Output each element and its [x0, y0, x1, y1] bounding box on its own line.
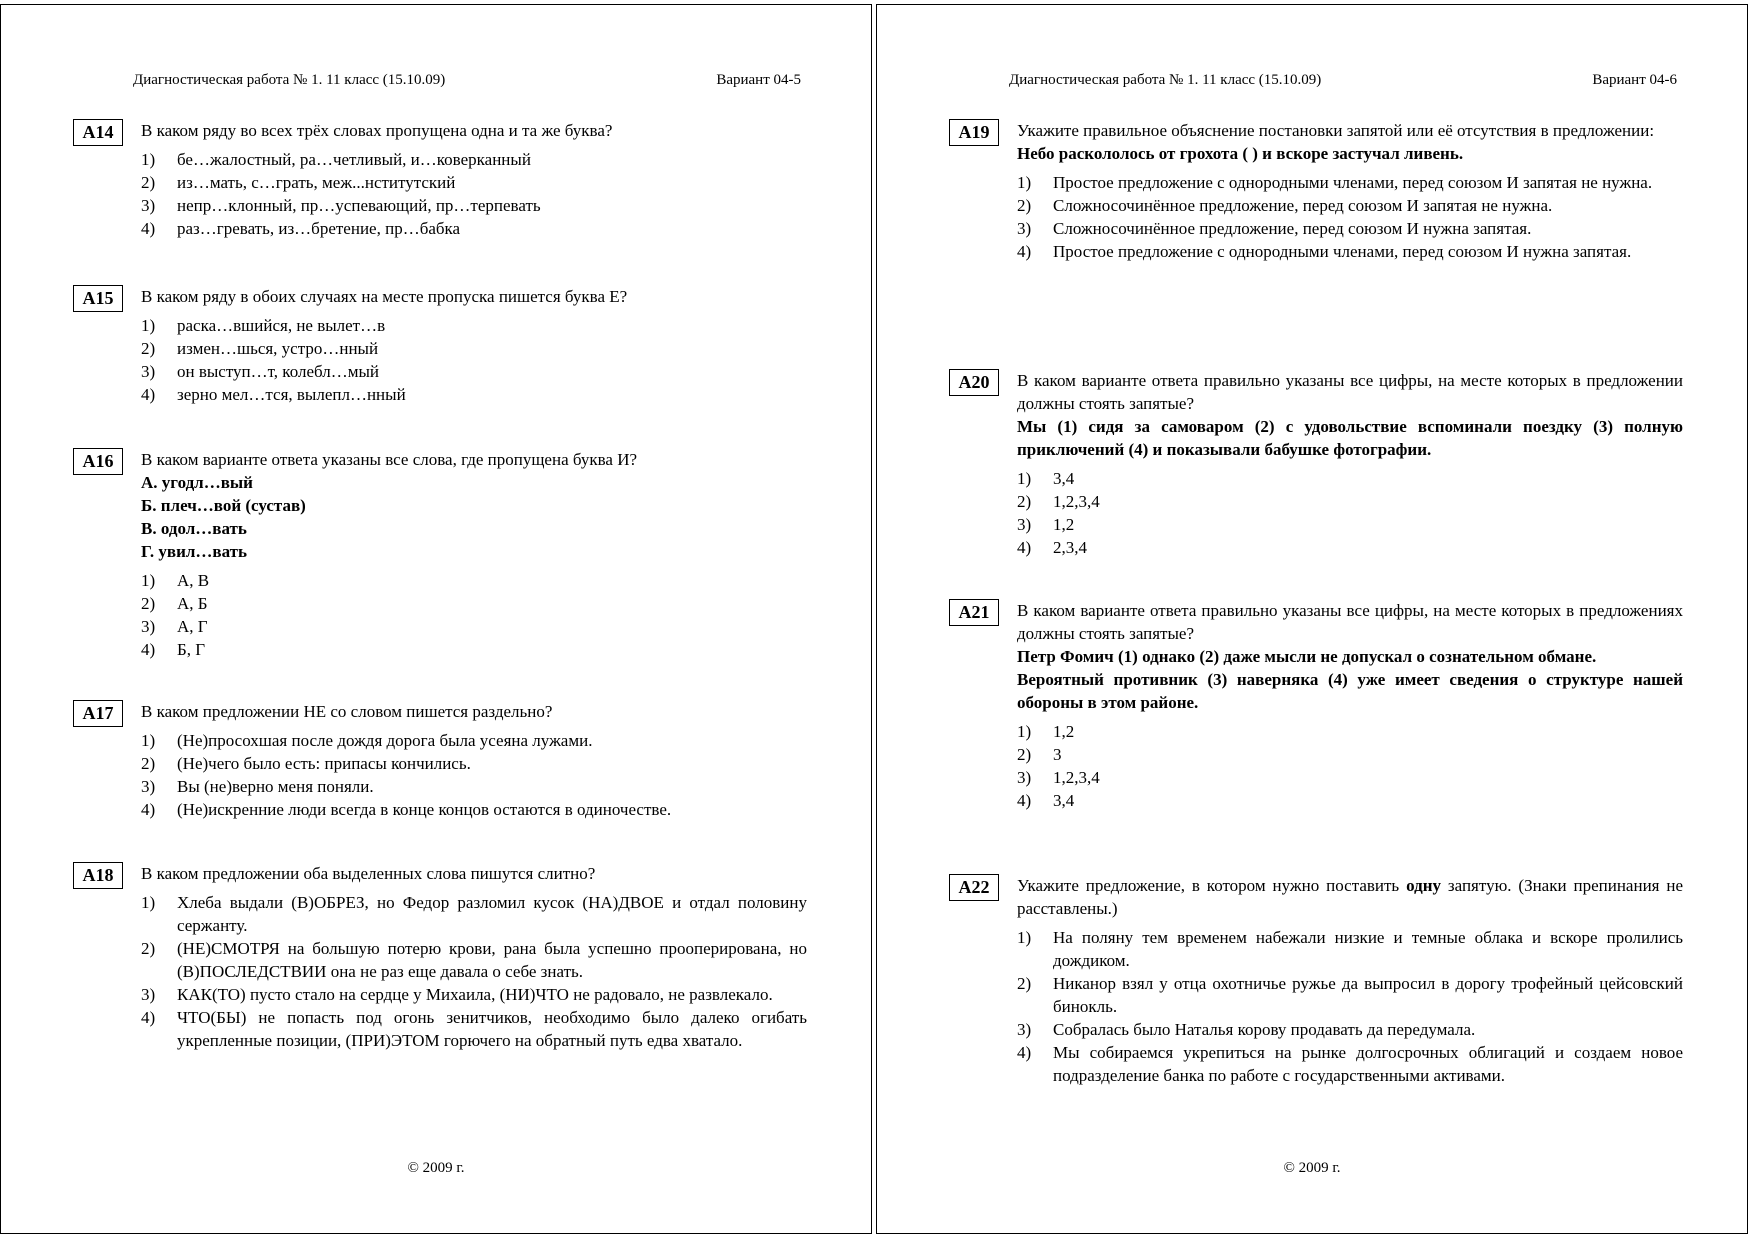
answer-options — [1017, 171, 1683, 263]
word-d: Г. увил…вать — [141, 542, 247, 561]
question-a16 — [73, 448, 807, 661]
answer-option-2[interactable]: 2) 3 — [1017, 745, 1062, 764]
answer-options — [141, 314, 807, 406]
answer-options — [141, 148, 807, 240]
question-text: Укажите предложение, в котором нужно поставить одну запятую. (Знаки препинания не расставлены.) — [1017, 876, 1684, 918]
answer-option-4[interactable]: 4) 2,3,4 — [1017, 538, 1087, 557]
answer-option-2[interactable]: 2) (Не)чего было есть: припасы кончились. — [141, 754, 471, 773]
question-number: А18 — [73, 862, 123, 889]
answer-option-4[interactable]: 4) ЧТО(БЫ) не попасть под огонь зенитчиков, необходимо было далеко огибать укрепленные позиции, (ПРИ)ЭТОМ горючего на обратный путь едва хватало. — [141, 1008, 807, 1050]
question-a22 — [949, 874, 1683, 1087]
question-a17 — [73, 700, 807, 821]
answer-option-3[interactable]: 3) 1,2 — [1017, 515, 1075, 534]
header-variant: Вариант 04-6 — [1592, 72, 1677, 88]
answer-option-2[interactable]: 2) Никанор взял у отца охотничье ружье да выпросил в дорогу трофейный цейсовский бинокль. — [1017, 974, 1683, 1016]
answer-options — [1017, 467, 1683, 559]
header-title: Диагностическая работа № 1. 11 класс (15.10.09) — [133, 72, 446, 88]
question-sentence-2: Вероятный противник (3) наверняка (4) уже имеет сведения о структуре нашей обороны в этом районе. — [1017, 670, 1683, 712]
question-text: В каком варианте ответа правильно указаны все цифры, на месте которых в предложении должны стоять запятые? — [1017, 371, 1683, 413]
question-text: В каком ряду во всех трёх словах пропущена одна и та же буква? — [141, 121, 613, 140]
answer-option-1[interactable]: 1) 3,4 — [1017, 469, 1075, 488]
answer-option-2[interactable]: 2) (НЕ)СМОТРЯ на большую потерю крови, рана была успешно прооперирована, но (В)ПОСЛЕДСТВИИ она не раз еще давала о себе знать. — [141, 939, 807, 981]
answer-option-1[interactable]: 1) бе…жалостный, ра…четливый, и…коверканный — [141, 150, 531, 169]
answer-options — [141, 729, 807, 821]
question-text: В каком варианте ответа правильно указаны все цифры, на месте которых в предложениях должны стоять запятые? — [1017, 601, 1683, 643]
question-a18 — [73, 862, 807, 1052]
question-number: А16 — [73, 448, 123, 475]
answer-option-2[interactable]: 2) из…мать, с…грать, меж...нститутский — [141, 173, 456, 192]
header-variant: Вариант 04-5 — [716, 72, 801, 88]
answer-option-1[interactable]: 1) раска…вшийся, не вылет…в — [141, 316, 386, 335]
answer-option-2[interactable]: 2) измен…шься, устро…нный — [141, 339, 379, 358]
word-c: В. одол…вать — [141, 519, 247, 538]
question-text: В каком предложении оба выделенных слова пишутся слитно? — [141, 864, 596, 883]
question-a19 — [949, 119, 1683, 263]
question-number: А21 — [949, 599, 999, 626]
answer-option-2[interactable]: 2) 1,2,3,4 — [1017, 492, 1100, 511]
answer-options — [1017, 926, 1683, 1087]
answer-options — [141, 569, 807, 661]
page-right — [876, 4, 1748, 1234]
footer-copyright: © 2009 г. — [407, 1160, 465, 1176]
page-left — [0, 4, 872, 1234]
answer-option-4[interactable]: 4) Мы собираемся укрепиться на рынке долгосрочных облигаций и создаем новое подразделение банка по работе с государственными активами. — [1017, 1043, 1683, 1085]
answer-option-4[interactable]: 4) 3,4 — [1017, 791, 1075, 810]
word-a: А. угодл…вый — [141, 473, 253, 492]
answer-option-1[interactable]: 1) Простое предложение с однородными членами, перед союзом И запятая не нужна. — [1017, 173, 1653, 192]
answer-option-3[interactable]: 3) А, Г — [141, 617, 208, 636]
answer-options — [1017, 720, 1683, 812]
answer-option-4[interactable]: 4) Простое предложение с однородными членами, перед союзом И нужна запятая. — [1017, 242, 1632, 261]
question-a20 — [949, 369, 1683, 559]
answer-option-3[interactable]: 3) непр…клонный, пр…успевающий, пр…терпевать — [141, 196, 541, 215]
question-number: А14 — [73, 119, 123, 146]
question-number: А22 — [949, 874, 999, 901]
question-sentence: Небо раскололось от грохота ( ) и вскоре застучал ливень. — [1017, 144, 1464, 163]
answer-option-4[interactable]: 4) раз…гревать, из…бретение, пр…бабка — [141, 219, 461, 238]
answer-option-1[interactable]: 1) (Не)просохшая после дождя дорога была усеяна лужами. — [141, 731, 593, 750]
question-text: В каком варианте ответа указаны все слова, где пропущена буква И? — [141, 450, 638, 469]
answer-option-3[interactable]: 3) Собралась было Наталья корову продавать да передумала. — [1017, 1020, 1476, 1039]
question-text: В каком предложении НЕ со словом пишется раздельно? — [141, 702, 553, 721]
answer-option-3[interactable]: 3) Сложносочинённое предложение, перед союзом И нужна запятая. — [1017, 219, 1532, 238]
question-a21 — [949, 599, 1683, 812]
answer-option-1[interactable]: 1) А, В — [141, 571, 210, 590]
answer-option-3[interactable]: 3) он выступ…т, колебл…мый — [141, 362, 379, 381]
question-sentence: Мы (1) сидя за самоваром (2) с удовольствие вспоминали поездку (3) полную приключений (4) и показывали бабушке фотографии. — [1017, 417, 1683, 459]
question-number: А15 — [73, 285, 123, 312]
answer-option-4[interactable]: 4) Б, Г — [141, 640, 206, 659]
answer-option-2[interactable]: 2) А, Б — [141, 594, 208, 613]
question-text: Укажите правильное объяснение постановки запятой или её отсутствия в предложении: — [1017, 121, 1655, 140]
question-a15 — [73, 285, 807, 406]
question-text: В каком ряду в обоих случаях на месте пропуска пишется буква Е? — [141, 287, 628, 306]
question-sentence-1: Петр Фомич (1) однако (2) даже мысли не допускал о сознательном обмане. — [1017, 647, 1597, 666]
question-number: А17 — [73, 700, 123, 727]
answer-option-1[interactable]: 1) Хлеба выдали (В)ОБРЕЗ, но Федор разломил кусок (НА)ДВОЕ и отдал половину сержанту. — [141, 893, 807, 935]
answer-option-3[interactable]: 3) Вы (не)верно меня поняли. — [141, 777, 374, 796]
answer-option-2[interactable]: 2) Сложносочинённое предложение, перед союзом И запятая не нужна. — [1017, 196, 1553, 215]
question-number: А20 — [949, 369, 999, 396]
answer-options — [141, 891, 807, 1052]
answer-option-4[interactable]: 4) зерно мел…тся, вылепл…нный — [141, 385, 406, 404]
question-number: А19 — [949, 119, 999, 146]
answer-option-3[interactable]: 3) 1,2,3,4 — [1017, 768, 1100, 787]
footer-copyright: © 2009 г. — [1283, 1160, 1341, 1176]
word-b: Б. плеч…вой (сустав) — [141, 496, 306, 515]
answer-option-1[interactable]: 1) 1,2 — [1017, 722, 1075, 741]
answer-option-3[interactable]: 3) КАК(ТО) пусто стало на сердце у Михаила, (НИ)ЧТО не радовало, не развлекало. — [141, 985, 773, 1004]
answer-option-1[interactable]: 1) На поляну тем временем набежали низкие и темные облака и вскоре пролились дождиком. — [1017, 928, 1683, 970]
question-a14 — [73, 119, 807, 240]
answer-option-4[interactable]: 4) (Не)искренние люди всегда в конце концов остаются в одиночестве. — [141, 800, 672, 819]
header-title: Диагностическая работа № 1. 11 класс (15.10.09) — [1009, 72, 1322, 88]
